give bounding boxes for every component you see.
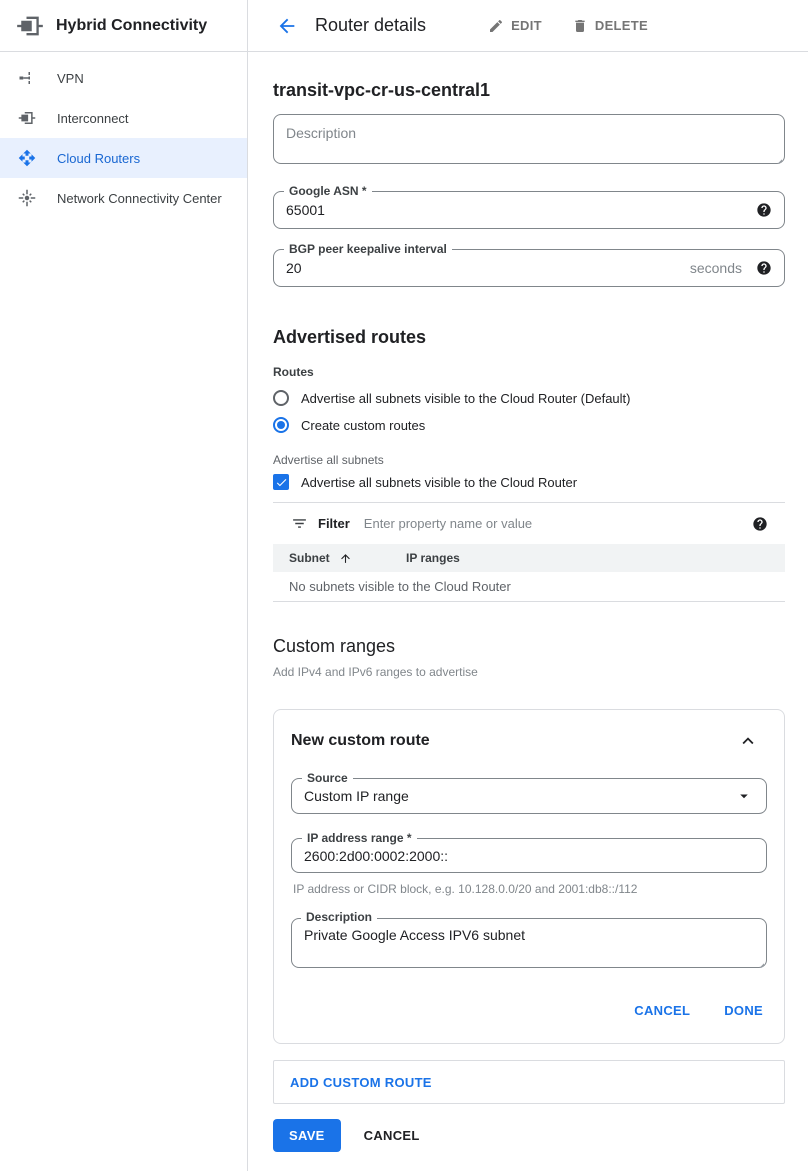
new-custom-route-title: New custom route	[291, 732, 430, 749]
google-asn-label: Google ASN *	[284, 184, 372, 198]
interconnect-icon	[18, 109, 36, 127]
column-header-subnet[interactable]	[289, 551, 406, 565]
add-custom-route-button[interactable]	[273, 1060, 785, 1104]
filter-label: Filter	[318, 516, 350, 531]
edit-button[interactable]	[488, 18, 542, 34]
seconds-suffix: seconds	[689, 260, 742, 276]
cancel-button[interactable]: CANCEL	[363, 1128, 420, 1143]
pencil-icon	[488, 18, 504, 34]
page-title: Router details	[315, 15, 427, 35]
source-selected-value: Custom IP range	[304, 788, 409, 804]
arrow-back-icon	[276, 15, 298, 37]
source-label: Source	[302, 771, 353, 785]
ip-range-helper-text: IP address or CIDR block, e.g. 10.128.0.0/20 and 2001:db8::/112	[293, 882, 638, 896]
save-button[interactable]: SAVE	[273, 1119, 341, 1152]
radio-icon	[273, 390, 289, 406]
radio-advertise-all-subnets-default[interactable]	[273, 390, 785, 406]
description-field-wrap	[273, 102, 785, 169]
sidebar-item-label: Cloud Routers	[57, 150, 141, 166]
filter-icon	[291, 515, 308, 532]
product-name: Hybrid Connectivity	[56, 16, 208, 34]
help-icon[interactable]	[752, 516, 768, 532]
bgp-keepalive-field	[273, 242, 785, 287]
google-asn-input[interactable]	[274, 202, 756, 218]
sidebar-item-label: VPN	[57, 70, 84, 86]
sidebar-item-label: Network Connectivity Center	[57, 190, 222, 206]
filter-bar	[273, 503, 785, 544]
sidebar-item-interconnect[interactable]	[0, 98, 247, 138]
custom-ranges-heading: Custom ranges	[273, 636, 396, 656]
add-custom-route-label: ADD CUSTOM ROUTE	[290, 1074, 432, 1090]
ip-address-range-input[interactable]	[292, 848, 766, 864]
subnets-table-header	[273, 544, 785, 572]
radio-label: Advertise all subnets visible to the Cloud Router (Default)	[301, 390, 631, 406]
advertise-all-subnets-checkbox-row[interactable]	[273, 474, 785, 490]
custom-ranges-subtitle: Add IPv4 and IPv6 ranges to advertise	[273, 665, 478, 679]
network-connectivity-center-icon	[18, 189, 36, 207]
column-header-ip-ranges[interactable]	[406, 551, 785, 565]
page-header	[248, 0, 808, 51]
top-bar	[0, 0, 808, 52]
dropdown-arrow-icon	[735, 787, 753, 805]
bgp-keepalive-input[interactable]	[274, 260, 690, 276]
route-description-label: Description	[301, 910, 377, 924]
hybrid-connectivity-icon	[16, 12, 44, 40]
sidebar	[0, 52, 248, 1171]
description-textarea[interactable]	[273, 114, 785, 164]
main-content	[248, 52, 808, 1171]
route-cancel-button[interactable]: CANCEL	[634, 1003, 691, 1018]
radio-icon	[273, 417, 289, 433]
checkbox-checked-icon[interactable]	[273, 474, 289, 490]
edit-button-label: EDIT	[511, 18, 542, 33]
route-description-textarea[interactable]	[291, 918, 767, 968]
bgp-keepalive-label: BGP peer keepalive interval	[284, 242, 452, 256]
advertise-all-subnets-label: Advertise all subnets	[273, 453, 384, 467]
sidebar-item-cloud-routers[interactable]	[0, 138, 247, 178]
ip-address-range-label: IP address range *	[302, 831, 417, 845]
column-header-label: IP ranges	[406, 551, 460, 565]
source-select[interactable]	[291, 771, 767, 814]
table-empty-row: No subnets visible to the Cloud Router	[273, 572, 785, 602]
checkbox-label: Advertise all subnets visible to the Cloud Router	[301, 474, 578, 490]
chevron-up-icon	[737, 730, 759, 752]
help-icon[interactable]	[756, 260, 772, 276]
google-asn-field	[273, 184, 785, 229]
back-button[interactable]	[276, 14, 300, 38]
sort-ascending-icon[interactable]	[339, 552, 352, 565]
trash-icon	[572, 18, 588, 34]
product-header	[0, 0, 248, 51]
cloud-routers-icon	[18, 149, 36, 167]
route-done-button[interactable]: DONE	[724, 1003, 763, 1018]
radio-create-custom-routes[interactable]	[273, 417, 785, 433]
sidebar-item-network-connectivity-center[interactable]	[0, 178, 247, 218]
ip-address-range-field	[291, 831, 767, 873]
filter-input[interactable]	[364, 516, 752, 531]
delete-button[interactable]	[572, 18, 648, 34]
sidebar-item-label: Interconnect	[57, 110, 129, 126]
card-actions	[291, 1003, 767, 1043]
column-header-label: Subnet	[289, 551, 330, 565]
radio-label: Create custom routes	[301, 417, 426, 433]
router-name-heading: transit-vpc-cr-us-central1	[273, 80, 491, 100]
sidebar-item-vpn[interactable]	[0, 58, 247, 98]
new-custom-route-card	[273, 709, 785, 1044]
help-icon[interactable]	[756, 202, 772, 218]
routes-group-label: Routes	[273, 365, 314, 379]
delete-button-label: DELETE	[594, 18, 648, 33]
footer-actions	[273, 1119, 785, 1152]
collapse-button[interactable]	[737, 730, 759, 752]
route-description-field	[291, 910, 767, 973]
vpn-icon	[18, 69, 36, 87]
advertised-routes-heading: Advertised routes	[273, 327, 427, 347]
